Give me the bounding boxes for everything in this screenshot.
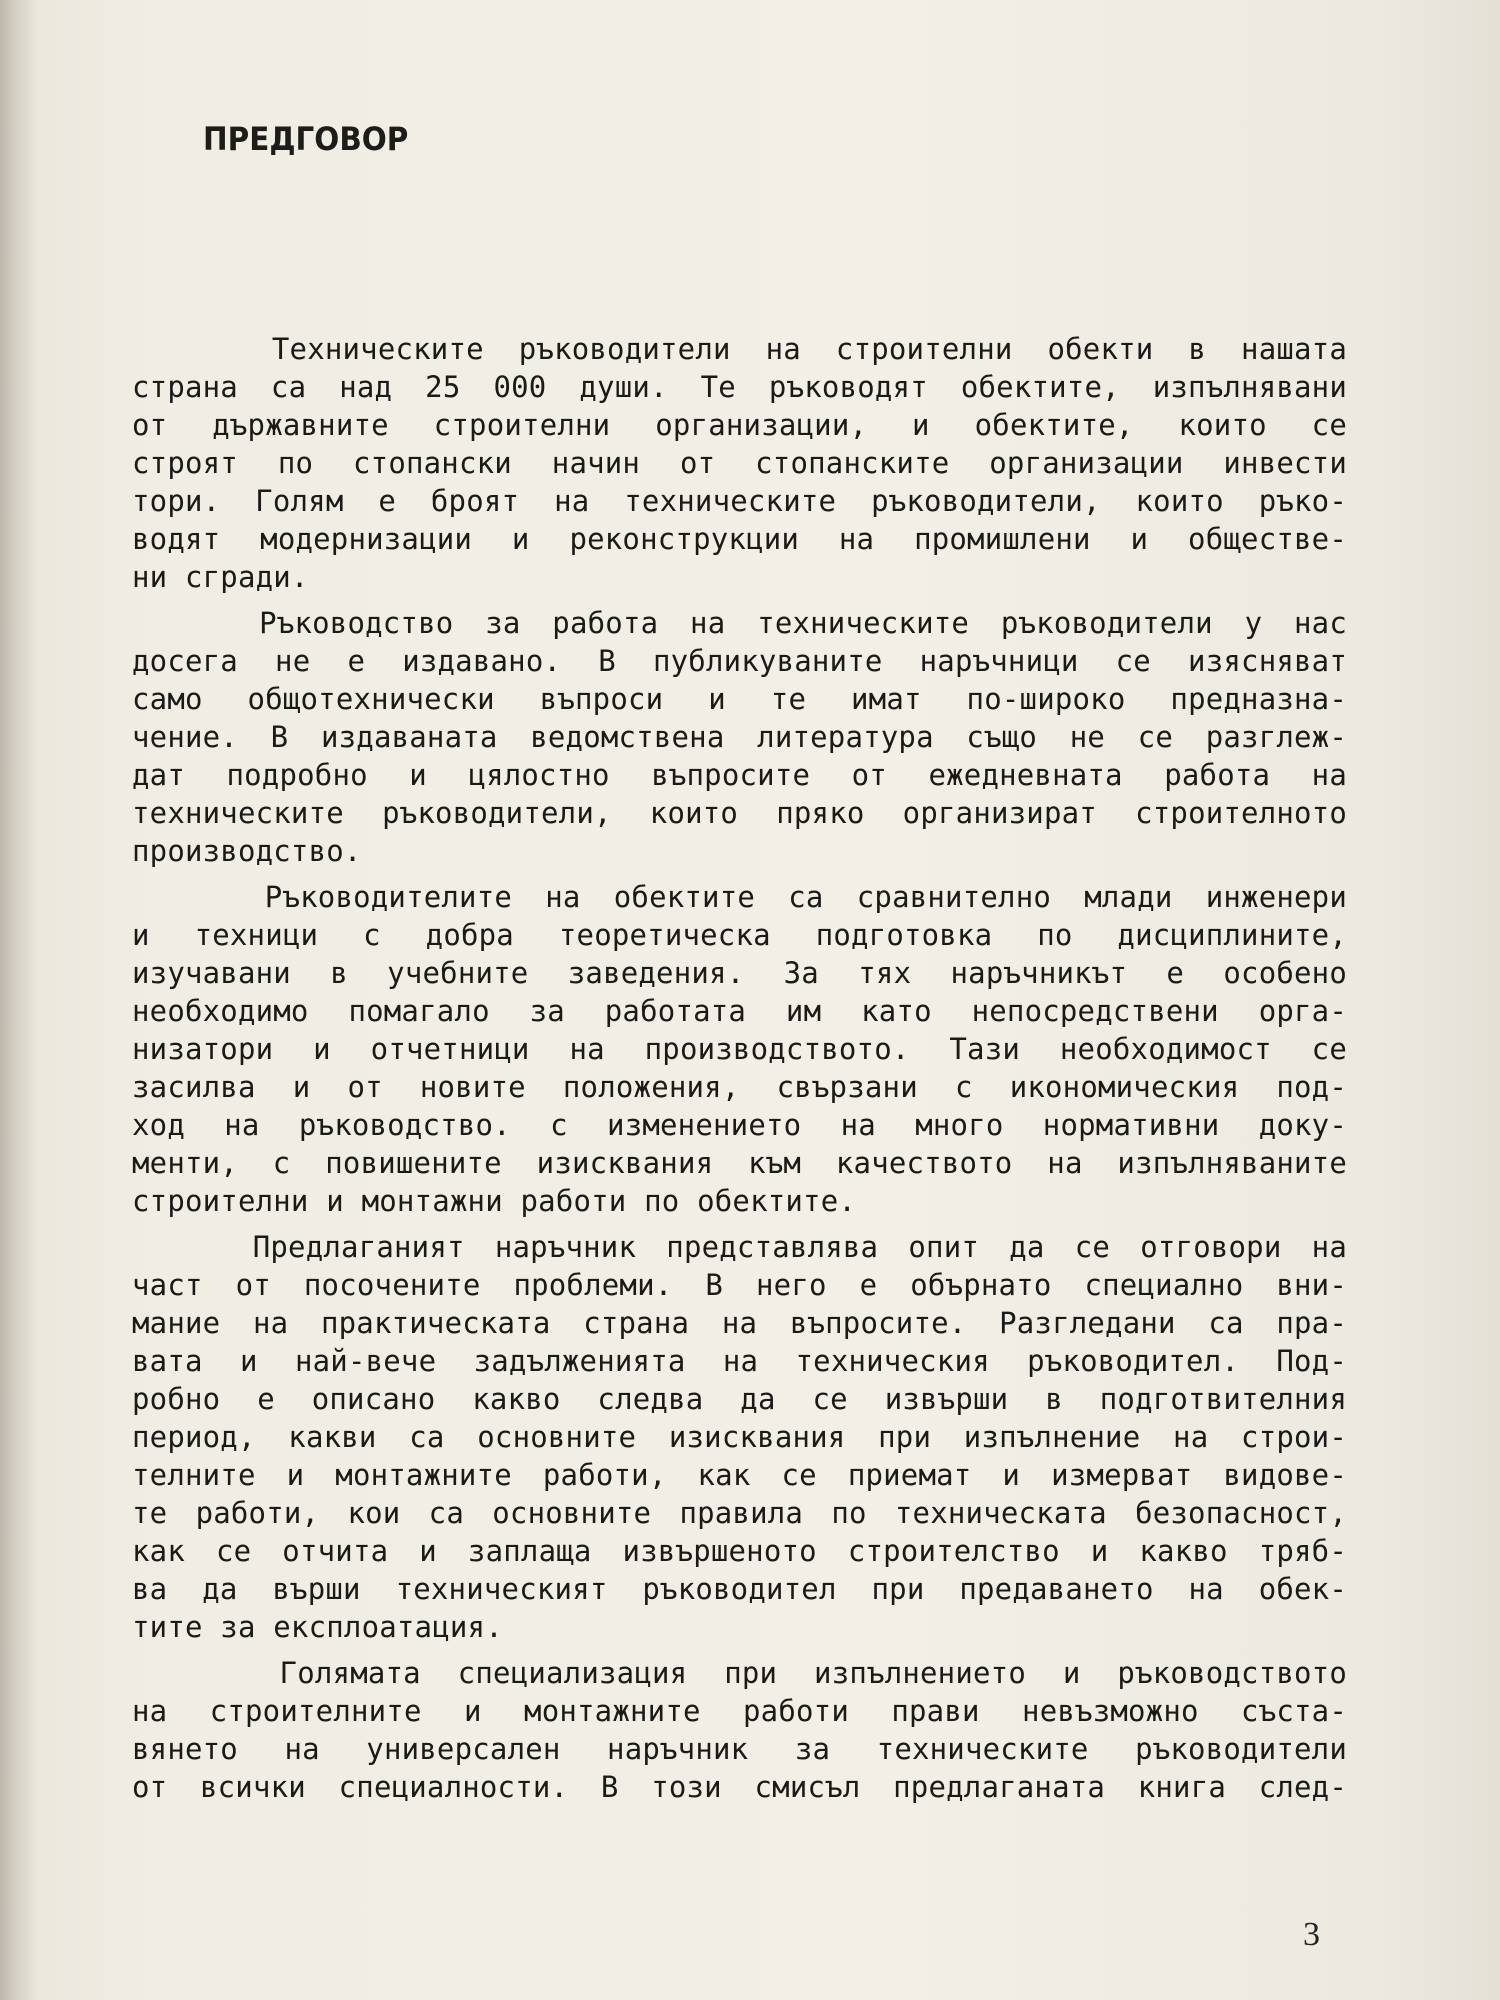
- text-line: дат подробно и цялостно въпросите от ежедневната работа на: [132, 758, 1347, 792]
- paragraph-5: [132, 1654, 1347, 1806]
- text-line: от всички специалности. В този смисъл предлаганата книга след-: [132, 1770, 1347, 1804]
- text-line: част от посочените проблеми. В него е обърнато специално вни-: [132, 1268, 1347, 1302]
- paragraph-1: [132, 330, 1347, 596]
- text-line: Ръководство за работа на техническите ръководители у нас: [132, 606, 1347, 640]
- text-line: ни сгради.: [132, 560, 309, 594]
- text-line: страна са над 25 000 души. Те ръководят обектите, изпълнявани: [132, 370, 1347, 404]
- text-line: само общотехнически въпроси и те имат по-широко предназна-: [132, 682, 1347, 716]
- text-line: чение. В издаваната ведомствена литература също не се разглеж-: [132, 720, 1347, 754]
- text-line: ход на ръководство. с изменението на много нормативни доку-: [132, 1108, 1347, 1142]
- text-line: Ръководителите на обектите са сравнително млади инженери: [132, 880, 1347, 914]
- text-line: тите за експлоатация.: [132, 1610, 503, 1644]
- text-line: робно е описано какво следва да се извърши в подготвителния: [132, 1382, 1347, 1416]
- paragraph-3: [132, 878, 1347, 1220]
- text-line: ва да върши техническият ръководител при предаването на обек-: [132, 1572, 1347, 1606]
- text-line: изучавани в учебните заведения. За тях наръчникът е особено: [132, 956, 1347, 990]
- text-line: телните и монтажните работи, как се приемат и измерват видове-: [132, 1458, 1347, 1492]
- text-line: тори. Голям е броят на техническите ръководители, които ръко-: [132, 484, 1347, 518]
- text-line: те работи, кои са основните правила по техническата безопасност,: [132, 1496, 1347, 1530]
- page-title: ПРЕДГОВОР: [203, 120, 409, 158]
- text-line: засилва и от новите положения, свързани с икономическия под-: [132, 1070, 1347, 1104]
- text-line: необходимо помагало за работата им като непосредствени орга-: [132, 994, 1347, 1028]
- preface-body: [132, 330, 1347, 1814]
- paragraph-2: [132, 604, 1347, 870]
- text-line: от държавните строителни организации, и обектите, които се: [132, 408, 1347, 442]
- text-line: строителни и монтажни работи по обектите.: [132, 1184, 857, 1218]
- text-line: вянето на универсален наръчник за техническите ръководители: [132, 1732, 1347, 1766]
- text-line: на строителните и монтажните работи прави невъзможно съста-: [132, 1694, 1347, 1728]
- text-line: Голямата специализация при изпълнението и ръководството: [132, 1656, 1347, 1690]
- text-line: как се отчита и заплаща извършеното строителство и какво тряб-: [132, 1534, 1347, 1568]
- text-line: Предлаганият наръчник представлява опит да се отговори на: [132, 1230, 1347, 1264]
- paragraph-4: [132, 1228, 1347, 1646]
- text-line: вата и най-вече задълженията на техническия ръководител. Под-: [132, 1344, 1347, 1378]
- text-line: техническите ръководители, които пряко организират строителното: [132, 796, 1347, 830]
- text-line: досега не е издавано. В публикуваните наръчници се изясняват: [132, 644, 1347, 678]
- book-gutter-shadow: [0, 0, 34, 2000]
- text-line: и техници с добра теоретическа подготовка по дисциплините,: [132, 918, 1347, 952]
- text-line: строят по стопански начин от стопанските организации инвести: [132, 446, 1347, 480]
- text-line: мание на практическата страна на въпросите. Разгледани са пра-: [132, 1306, 1347, 1340]
- text-line: Техническите ръководители на строителни обекти в нашата: [132, 332, 1347, 366]
- page-number: 3: [1303, 1916, 1320, 1953]
- text-line: менти, с повишените изисквания към качеството на изпълняваните: [132, 1146, 1347, 1180]
- text-line: низатори и отчетници на производството. Тази необходимост се: [132, 1032, 1347, 1066]
- text-line: водят модернизации и реконструкции на промишлени и обществе-: [132, 522, 1347, 556]
- text-line: производство.: [132, 834, 362, 868]
- text-line: период, какви са основните изисквания при изпълнение на строи-: [132, 1420, 1347, 1454]
